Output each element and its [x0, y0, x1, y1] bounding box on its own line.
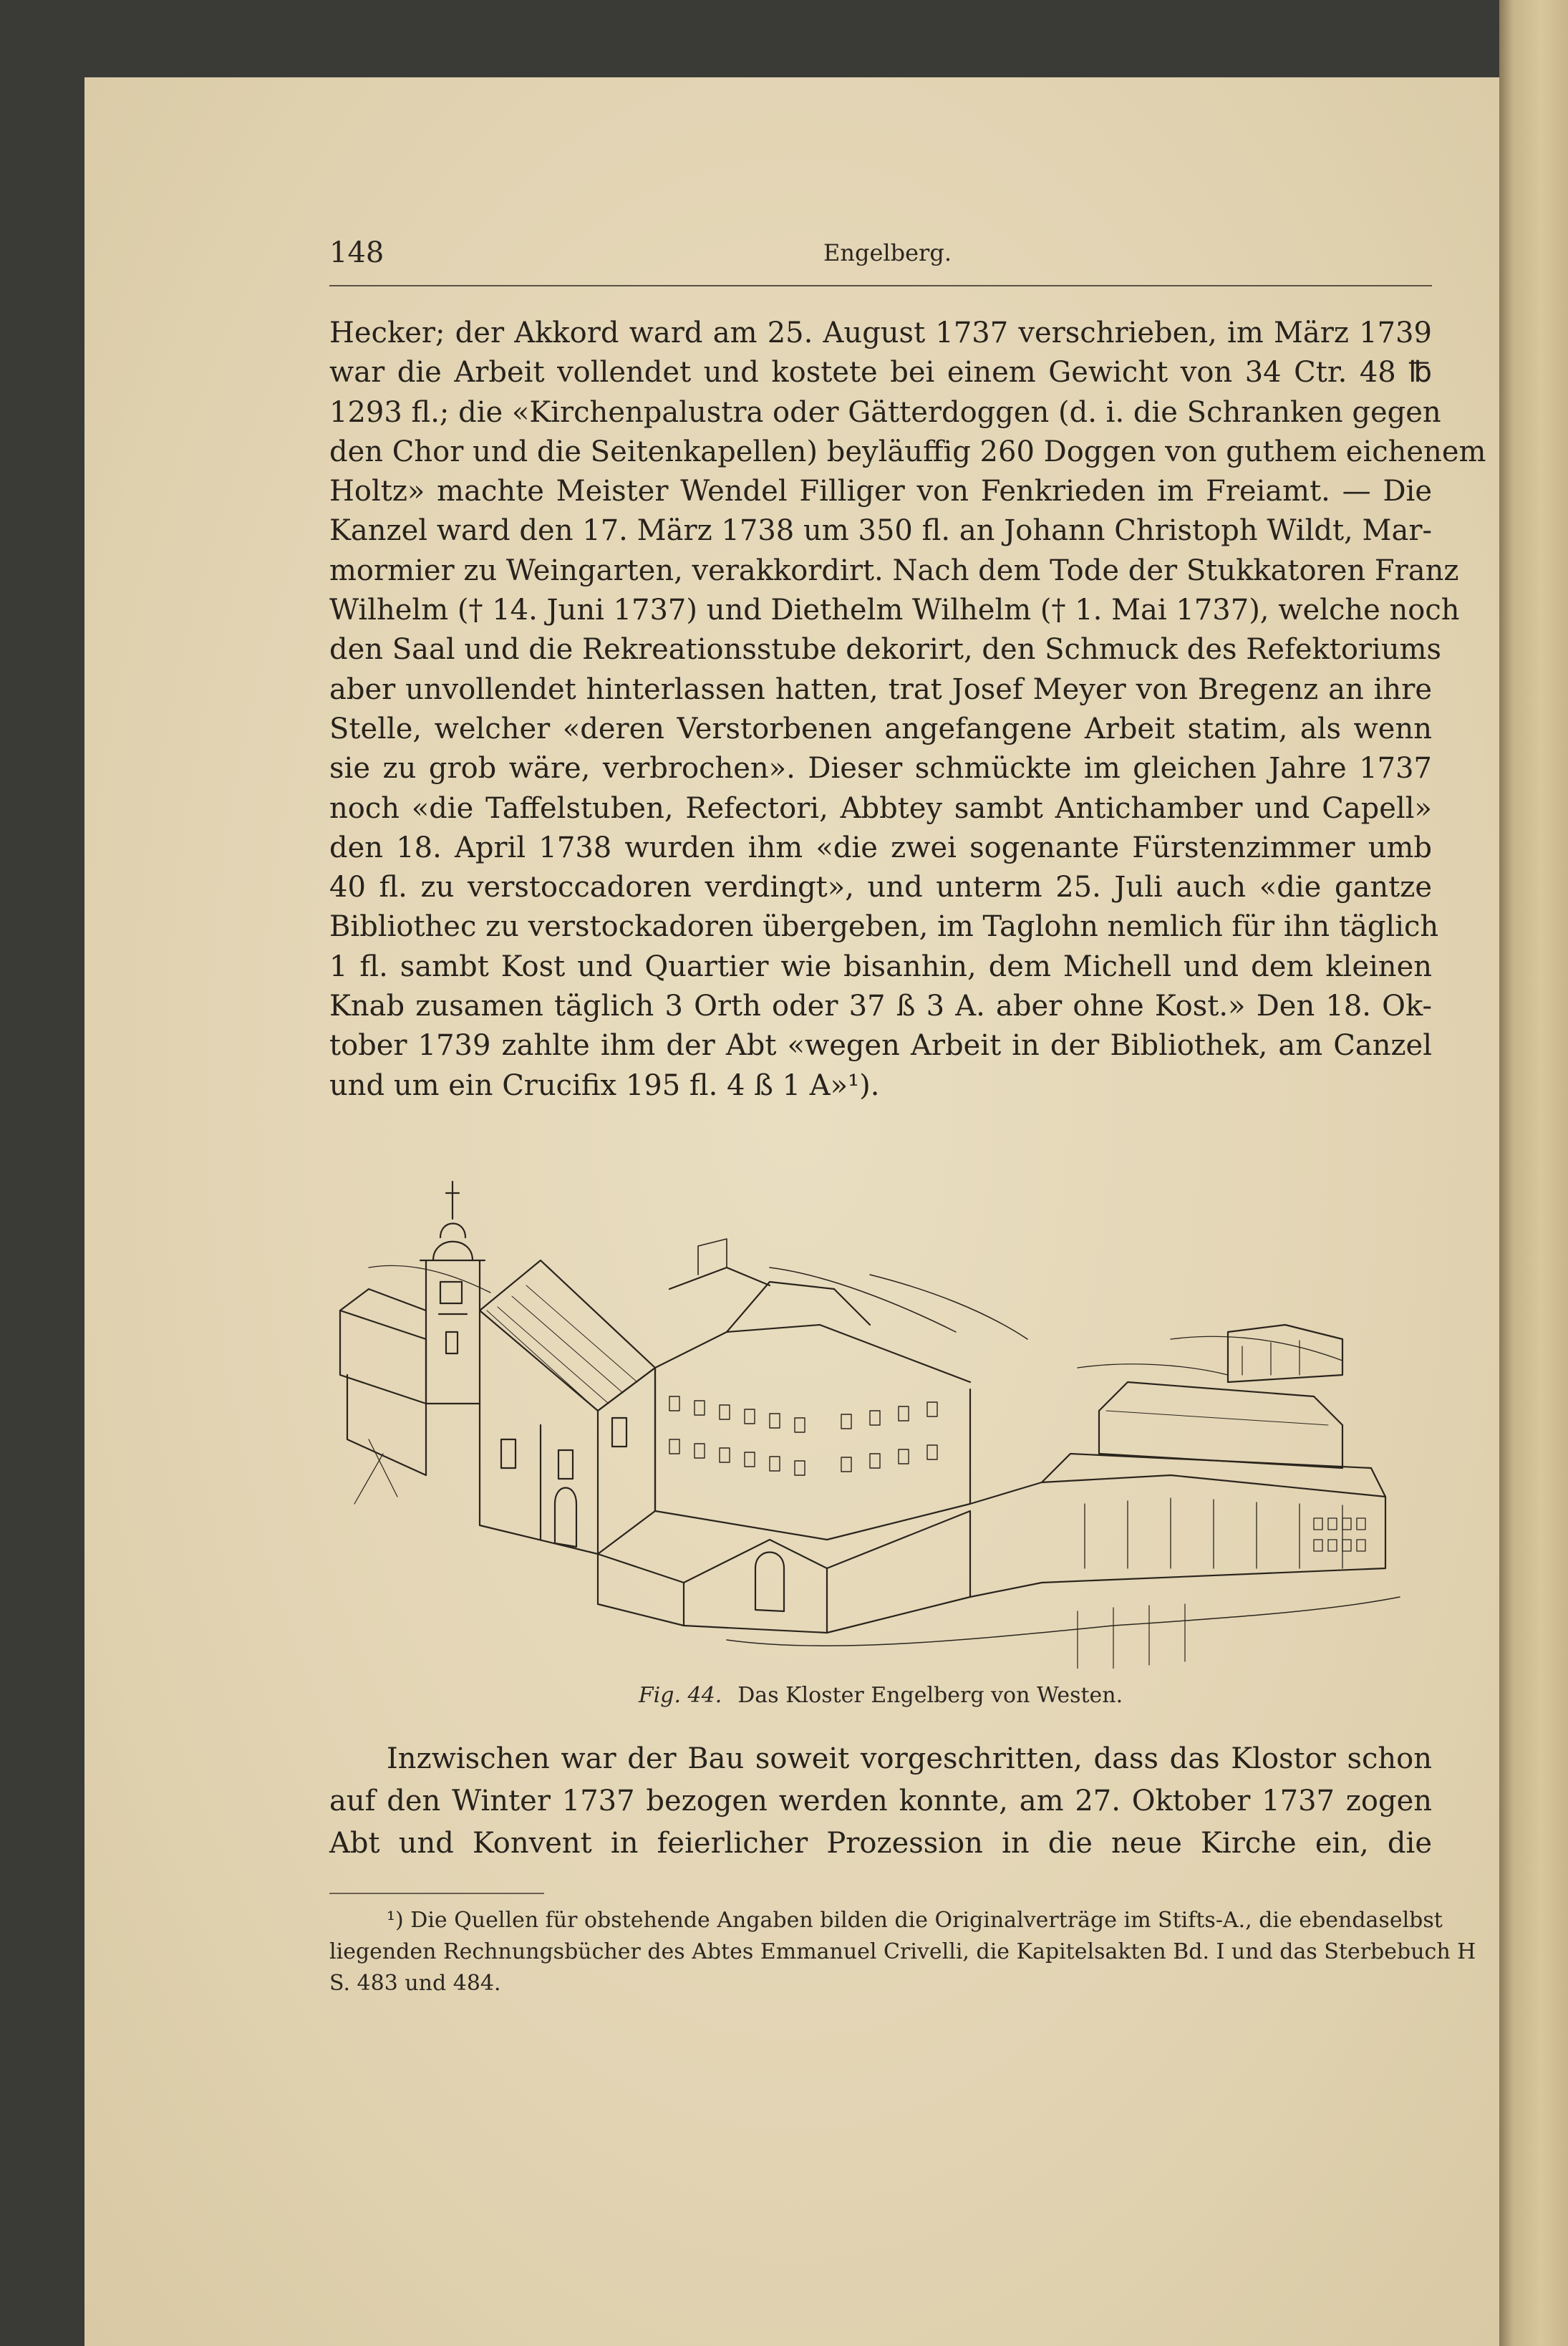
footnote-line: S. 483 und 484. [329, 1971, 501, 1996]
text-line: Abt und Konvent in feierlicher Prozession in die neue Kirche ein, die [329, 1827, 1432, 1860]
text-line: Knab zusamen täglich 3 Orth oder 37 ß 3 A. aber ohne Kost.» Den 18. Ok- [329, 990, 1432, 1023]
text-line: Kanzel ward den 17. März 1738 um 350 fl. an Johann Christoph Wildt, Mar- [329, 514, 1432, 548]
text-line: auf den Winter 1737 bezogen werden konnte, am 27. Oktober 1737 zogen [329, 1785, 1432, 1818]
body-paragraph [329, 314, 1486, 1106]
text-line: 1 fl. sambt Kost und Quartier wie bisanhin, dem Michell und dem kleinen [329, 950, 1432, 983]
adjacent-page-edge [1499, 0, 1568, 2346]
text-line: aber unvollendet hinterlassen hatten, trat Josef Meyer von Bregenz an ihre [329, 672, 1432, 706]
footnote-line: liegenden Rechnungsbücher des Abtes Emmanuel Crivelli, die Kapitelsakten Bd. I und das Sterbebuch H [329, 1939, 1476, 1964]
text-line: Inzwischen war der Bau soweit vorgeschritten, dass das Klostor schon [387, 1742, 1432, 1775]
figure-label: Fig. 44. [638, 1683, 722, 1708]
text-line: Wilhelm († 14. Juni 1737) und Diethelm Wilhelm († 1. Mai 1737), welche noch [329, 594, 1460, 627]
text-line: den Saal und die Rekreationsstube dekorirt, den Schmuck des Refektoriums [329, 633, 1442, 667]
footnote [329, 1905, 1476, 1999]
running-head: Engelberg. [823, 239, 952, 266]
text-line: den 18. April 1738 wurden ihm «die zwei sogenante Fürstenzimmer umb [329, 831, 1432, 864]
body-paragraph-2 [329, 1738, 1432, 1865]
text-line: noch «die Taffelstuben, Refectori, Abbtey sambt Antichamber und Capell» [329, 791, 1432, 825]
header-rule [329, 285, 1432, 286]
text-line: tober 1739 zahlte ihm der Abt «wegen Arbeit in der Bibliothek, am Canzel [329, 1029, 1432, 1063]
text-line: mormier zu Weingarten, verakkordirt. Nach dem Tode der Stukkatoren Franz [329, 554, 1459, 587]
footnote-rule [329, 1893, 544, 1894]
text-line: war die Arbeit vollendet und kostete bei einem Gewicht von 34 Ctr. 48 ℔ [329, 356, 1432, 390]
footnote-line: ¹) Die Quellen für obstehende Angaben bilden die Originalverträge im Stifts-A., die ebendaselbst [387, 1908, 1443, 1933]
text-line: sie zu grob wäre, verbrochen». Dieser schmückte im gleichen Jahre 1737 [329, 752, 1432, 786]
text-line: Bibliothec zu verstockadoren übergeben, im Taglohn nemlich für ihn täglich [329, 910, 1439, 944]
page-number: 148 [329, 236, 384, 269]
text-line: Hecker; der Akkord ward am 25. August 1737 verschrieben, im März 1739 [329, 317, 1432, 349]
figure-caption [329, 1683, 1432, 1708]
text-line: und um ein Crucifix 195 fl. 4 ß 1 A»¹). [329, 1068, 880, 1102]
text-line: Stelle, welcher «deren Verstorbenen angefangene Arbeit statim, als wenn [329, 712, 1432, 745]
text-line: 40 fl. zu verstoccadoren verdingt», und unterm 25. Juli auch «die gantze [329, 871, 1432, 904]
text-line: 1293 fl.; die «Kirchenpalustra oder Gätterdoggen (d. i. die Schranken gegen [329, 395, 1441, 429]
monastery-illustration [326, 1167, 1453, 1669]
text-line: den Chor und die Seitenkapellen) beyläuffig 260 Doggen von guthem eichenem [329, 435, 1486, 468]
text-line: Holtz» machte Meister Wendel Filliger von Fenkrieden im Freiamt. — Die [329, 475, 1432, 508]
caption-text: Das Kloster Engelberg von Westen. [737, 1683, 1123, 1708]
